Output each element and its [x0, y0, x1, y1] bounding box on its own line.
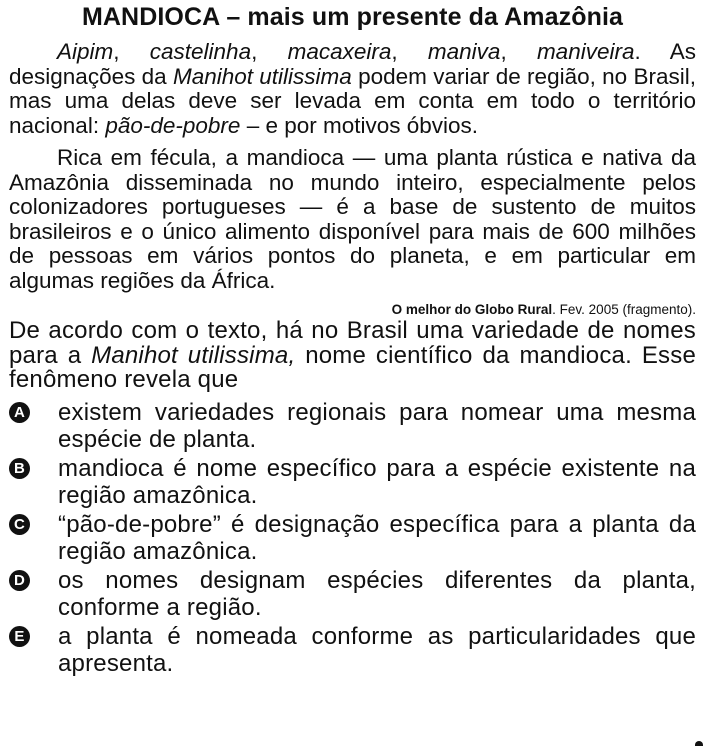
- source-details: . Fev. 2005 (fragmento).: [552, 302, 696, 317]
- italic-term: maniva: [427, 39, 501, 64]
- italic-term: Manihot utilissima: [172, 63, 352, 89]
- text-run: ,: [391, 39, 428, 64]
- option-text: a planta é nomeada conforme as particularidades que apresenta.: [58, 622, 696, 677]
- question-text: nome científico da mandioca. Esse fenômeno revela que: [9, 341, 696, 393]
- question-text: De acordo com o texto, há no Brasil uma variedade de nomes para a: [9, 317, 696, 369]
- question-page: [0, 2, 706, 746]
- option-letter-badge: E: [9, 626, 30, 647]
- text-run: . As designações da: [9, 39, 696, 89]
- option-letter-badge: A: [9, 402, 30, 423]
- paragraph-2: Rica em fécula, a mandioca — uma planta rústica e nativa da Amazônia disseminada no mundo inteiro, especialmente pelos colonizadores portugueses — é a base de sustento de muitos brasileiros e o único alimento disponível para mais de 600 milhões de pessoas em vários pontos do planeta, e em particular em algumas regiões da África.: [9, 145, 696, 293]
- option-b[interactable]: [9, 455, 696, 509]
- answer-options: [9, 399, 696, 677]
- option-text: mandioca é nome específico para a espécie existente na região amazônica.: [58, 454, 696, 509]
- text-run: ,: [113, 39, 150, 64]
- italic-term: Aipim: [57, 39, 114, 64]
- option-d[interactable]: [9, 567, 696, 621]
- question-stem: [9, 319, 696, 393]
- option-a[interactable]: [9, 399, 696, 453]
- paragraph-1: [9, 40, 696, 138]
- option-c[interactable]: [9, 511, 696, 565]
- text-run: ,: [251, 39, 288, 64]
- option-text: os nomes designam espécies diferentes da planta, conforme a região.: [58, 566, 696, 621]
- text-run: podem variar de região, no Brasil, mas uma delas deve ser levada em conta em todo o território nacional:: [9, 63, 696, 138]
- text-run: – e por motivos óbvios.: [240, 112, 479, 138]
- source-name: O melhor do Globo Rural: [391, 302, 553, 317]
- italic-term: pão-de-pobre: [105, 112, 241, 138]
- option-text: “pão-de-pobre” é designação específica para a planta da região amazônica.: [58, 510, 696, 565]
- italic-term: castelinha: [149, 39, 252, 64]
- italic-term: macaxeira: [287, 39, 392, 64]
- text-run: ,: [500, 39, 537, 64]
- option-e[interactable]: [9, 623, 696, 677]
- text-title: MANDIOCA – mais um presente da Amazônia: [81, 3, 624, 31]
- option-letter-badge: C: [9, 514, 30, 535]
- option-text: existem variedades regionais para nomear uma mesma espécie de planta.: [58, 398, 696, 453]
- italic-term: Manihot utilissima,: [91, 341, 296, 369]
- option-letter-badge: B: [9, 458, 30, 479]
- italic-term: maniveira: [536, 39, 635, 64]
- option-letter-badge: D: [9, 570, 30, 591]
